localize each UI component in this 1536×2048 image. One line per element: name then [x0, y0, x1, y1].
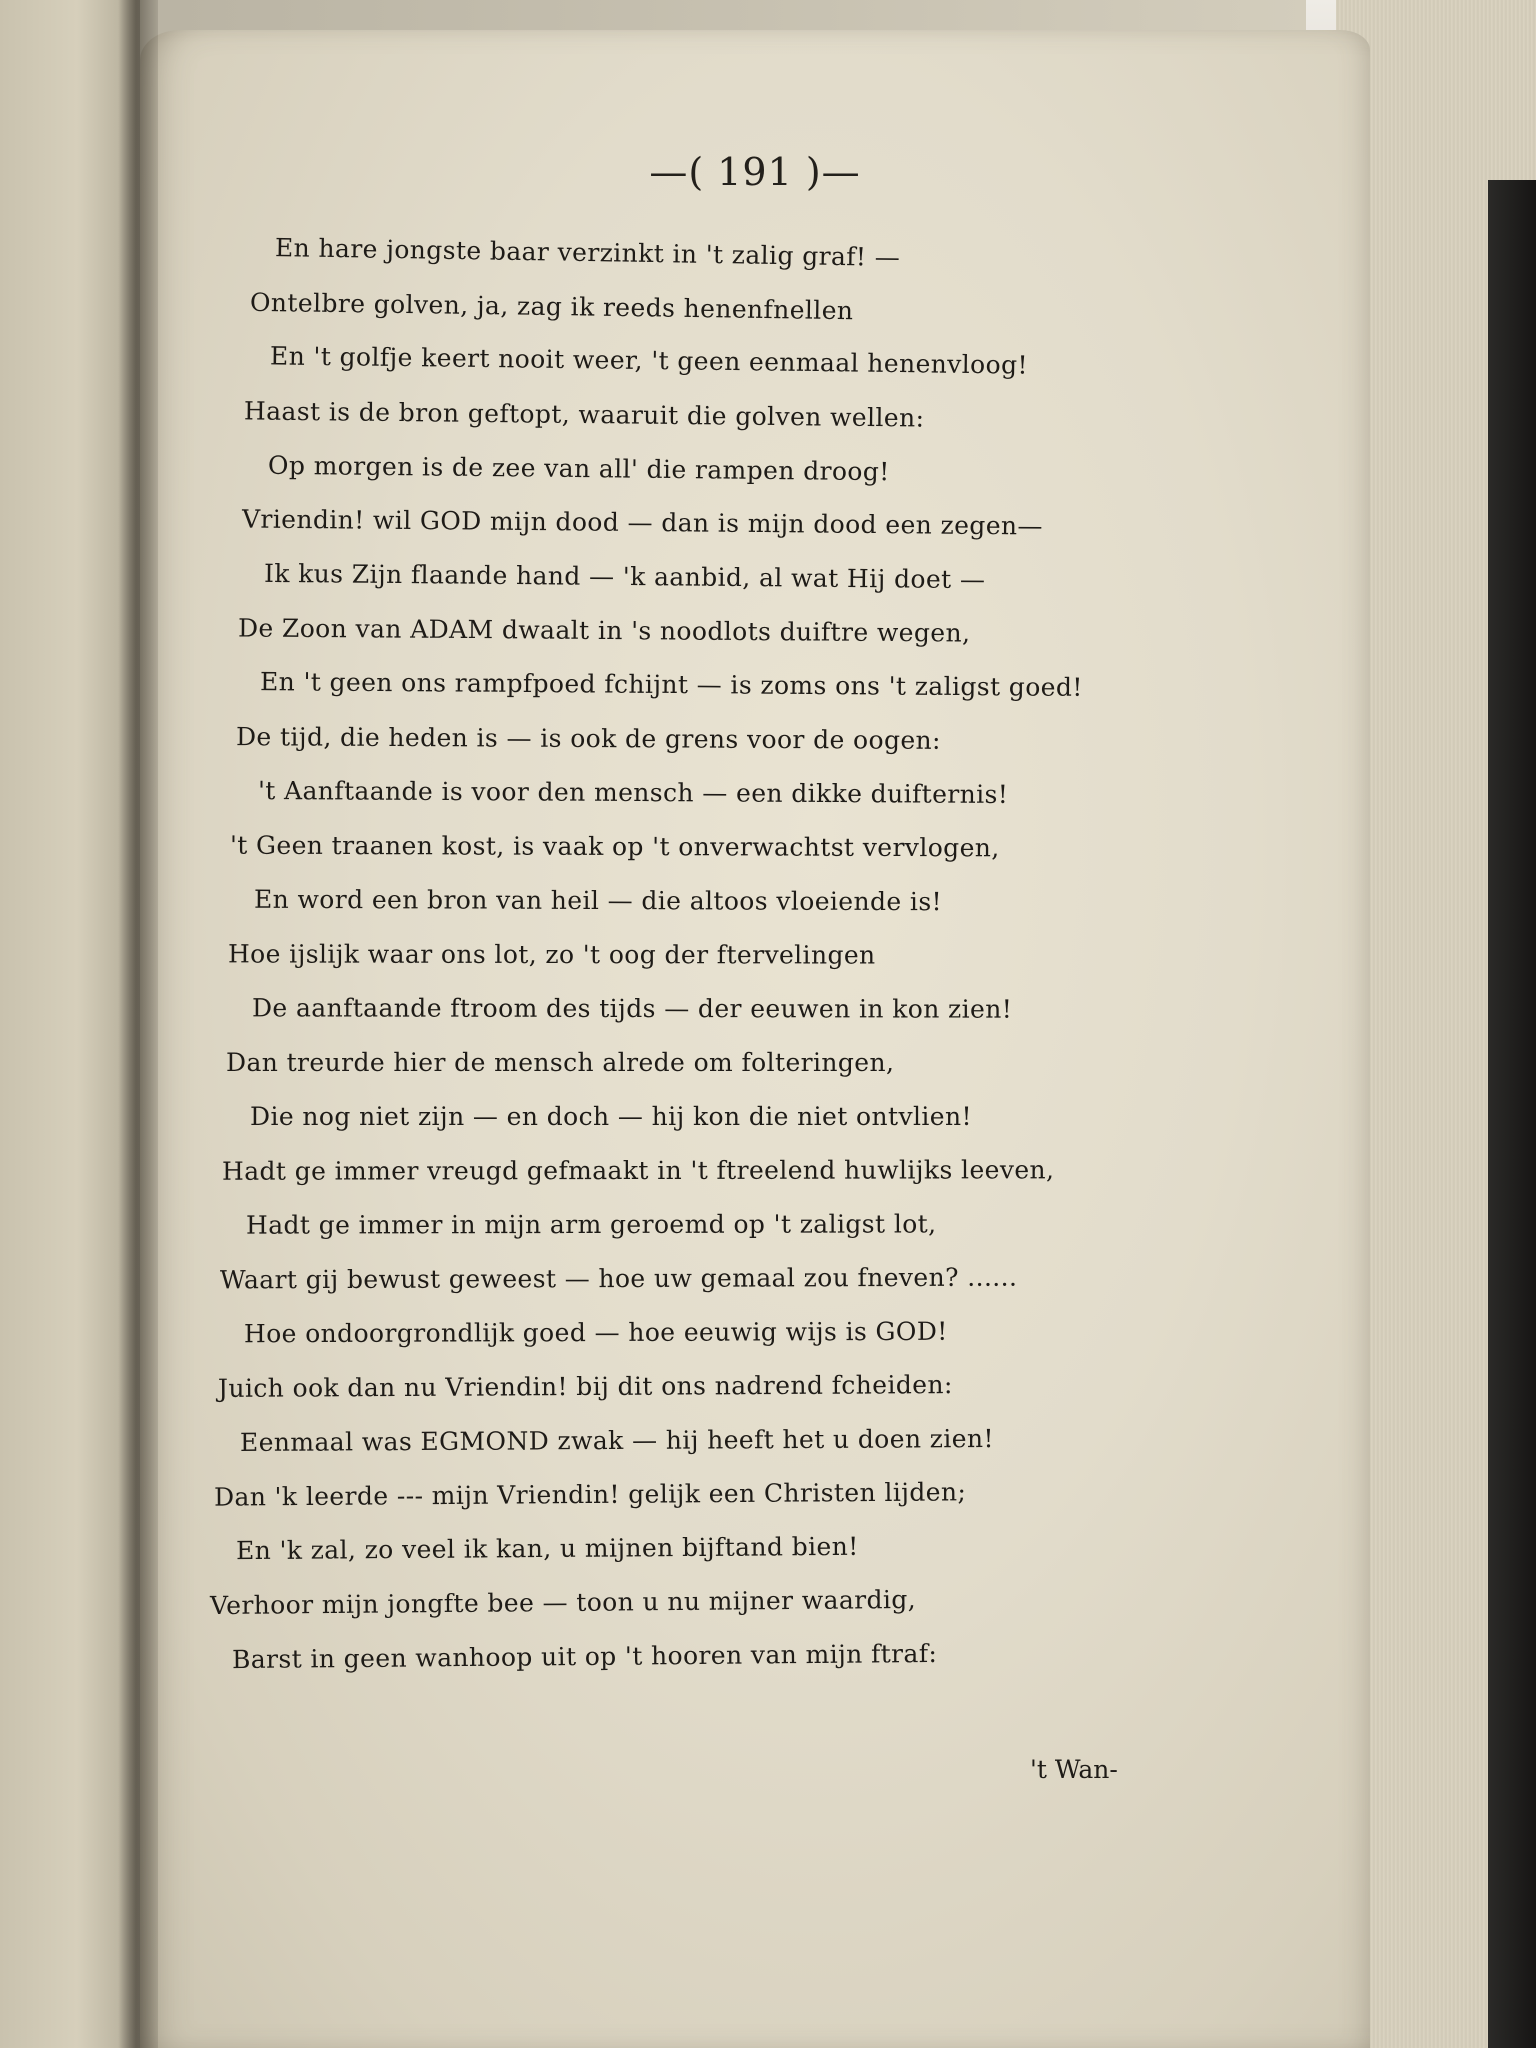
poem-line: Hoe ijslijk waar ons lot, zo 't oog der ftervelingen: [227, 939, 876, 970]
book-cover-edge: [1488, 180, 1536, 2048]
poem-line: En hare jongste baar verzinkt in 't zalig graf! —: [274, 233, 901, 272]
poem-line: Hoe ondoorgrondlijk goed — hoe eeuwig wijs is GOD!: [243, 1316, 948, 1349]
poem-line: Dan treurde hier de mensch alrede om folteringen,: [226, 1048, 895, 1077]
poem-line: 't Geen traanen kost, is vaak op 't onverwachtst vervlogen,: [229, 830, 1000, 863]
book-page: [140, 30, 1370, 2048]
poem-line: De tijd, die heden is — is ook de grens voor de oogen:: [235, 722, 941, 755]
catchword: 't Wan-: [1030, 1755, 1118, 1784]
poem-text: [140, 30, 1370, 2048]
poem-line: 't Aanftaande is voor den mensch — een dikke duifternis!: [257, 776, 1009, 809]
poem-line: Hadt ge immer vreugd gefmaakt in 't ftreelend huwlijks leeven,: [221, 1155, 1055, 1186]
poem-line: Eenmaal was EGMOND zwak — hij heeft het u doen zien!: [239, 1424, 994, 1457]
poem-line: En 't geen ons rampfpoed fchijnt — is zoms ons 't zaligst goed!: [259, 667, 1083, 702]
book-gutter: [118, 0, 158, 2048]
poem-line: Barst in geen wanhoop uit op 't hooren van mijn ftraf:: [231, 1638, 938, 1675]
poem-line: Juich ook dan nu Vriendin! bij dit ons nadrend fcheiden:: [217, 1370, 953, 1403]
poem-line: Dan 'k leerde --- mijn Vriendin! gelijk een Christen lijden;: [213, 1477, 967, 1512]
poem-line: Ontelbre golven, ja, zag ik reeds henenfnellen: [249, 287, 854, 326]
poem-line: De aanftaande ftroom des tijds — der eeuwen in kon zien!: [251, 993, 1013, 1024]
poem-line: En 't golfje keert nooit weer, 't geen eenmaal henenvloog!: [269, 341, 1029, 380]
page-number: —( 191 )—: [649, 150, 861, 194]
poem-line: Verhoor mijn jongfte bee — toon u nu mijner waardig,: [209, 1584, 917, 1621]
poem-line: Hadt ge immer in mijn arm geroemd op 't zaligst lot,: [245, 1209, 937, 1240]
poem-line: En 'k zal, zo veel ik kan, u mijnen bijftand bien!: [235, 1531, 859, 1566]
poem-line: Op morgen is de zee van all' die rampen droog!: [267, 450, 890, 487]
poem-line: En word een bron van heil — die altoos vloeiende is!: [253, 884, 943, 917]
poem-line: Die nog niet zijn — en doch — hij kon die niet ontvlien!: [250, 1102, 972, 1131]
poem-line: De Zoon van ADAM dwaalt in 's noodlots duiftre wegen,: [237, 613, 971, 648]
poem-line: Haast is de bron geftopt, waaruit die golven wellen:: [243, 396, 925, 433]
poem-line: Waart gij bewust geweest — hoe uw gemaal zou fneven? ......: [219, 1262, 1018, 1295]
poem-line: Vriendin! wil GOD mijn dood — dan is mijn dood een zegen—: [241, 504, 1044, 541]
poem-line: Ik kus Zijn flaande hand — 'k aanbid, al wat Hij doet —: [263, 558, 986, 595]
